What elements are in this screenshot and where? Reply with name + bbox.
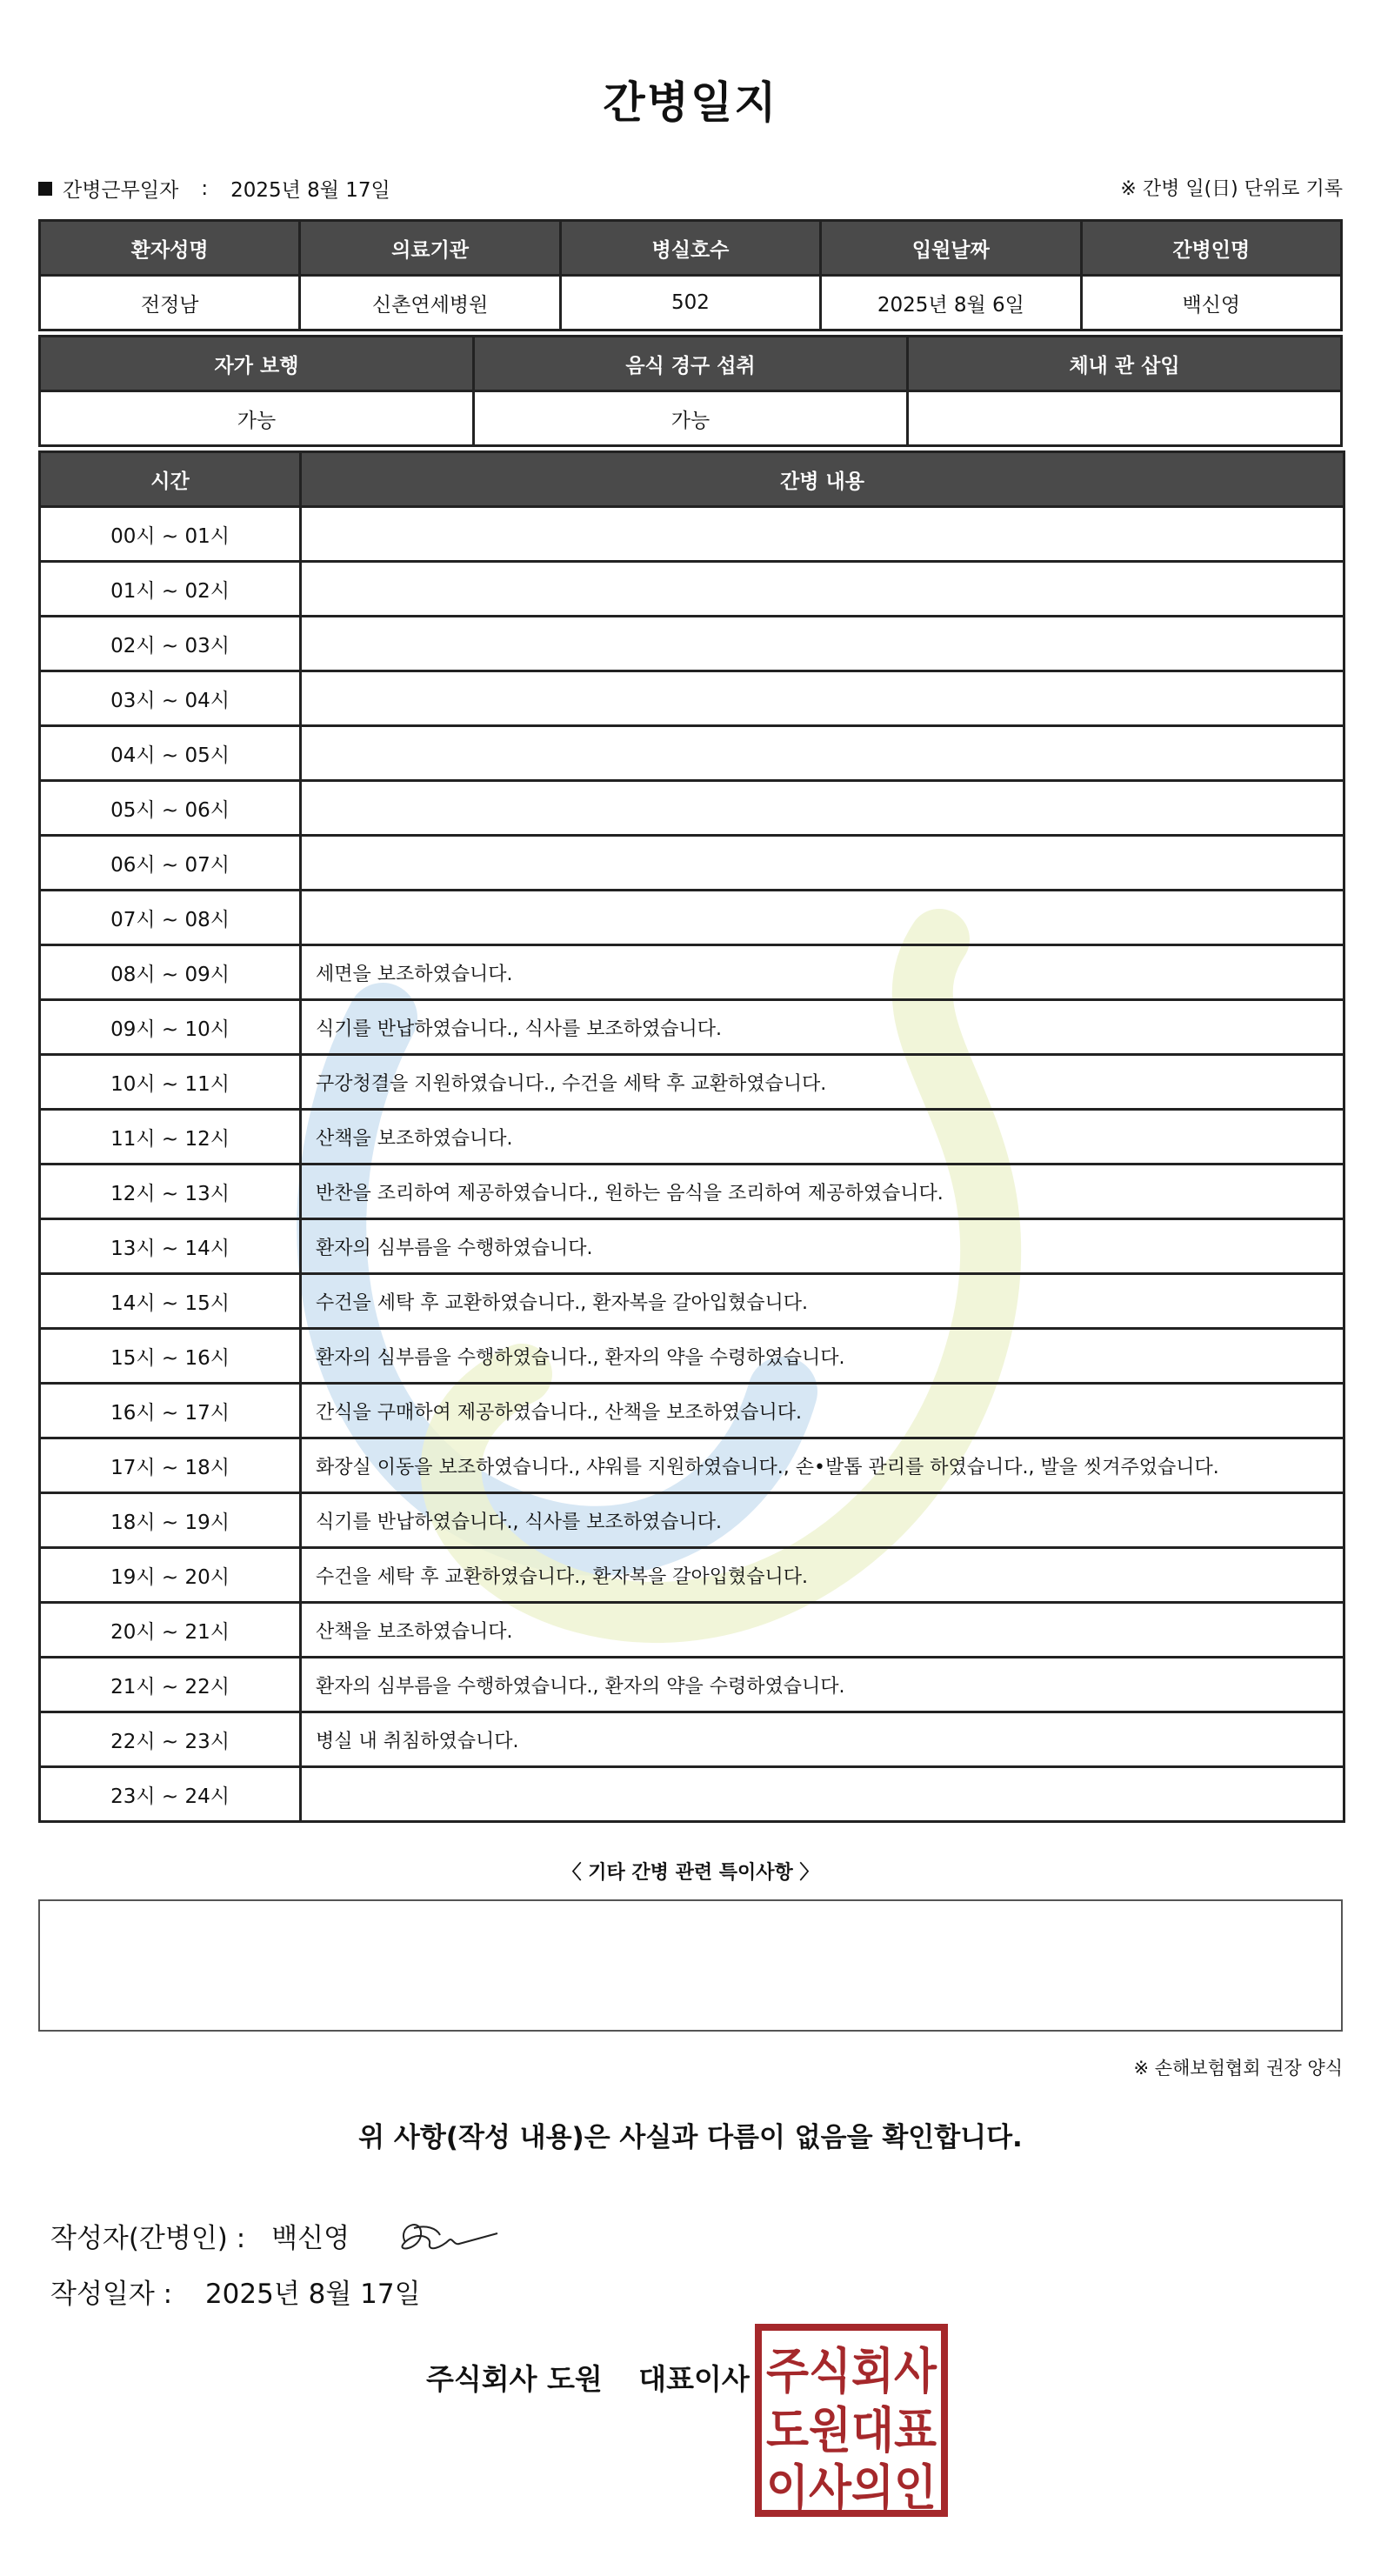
log-content	[301, 891, 1344, 945]
log-time: 05시 ~ 06시	[40, 781, 301, 836]
room-number: 502	[560, 276, 820, 330]
log-content: 간식을 구매하여 제공하였습니다., 산책을 보조하였습니다.	[301, 1384, 1344, 1438]
log-row	[40, 1603, 1344, 1658]
time-header: 시간	[40, 452, 301, 507]
log-row	[40, 891, 1344, 945]
log-time: 15시 ~ 16시	[40, 1329, 301, 1384]
signature	[388, 2209, 501, 2261]
log-content: 식기를 반납하였습니다., 식사를 보조하였습니다.	[301, 1493, 1344, 1548]
log-row	[40, 1493, 1344, 1548]
patient-info-table	[38, 219, 1343, 331]
log-content: 구강청결을 지원하였습니다., 수건을 세탁 후 교환하였습니다.	[301, 1055, 1344, 1110]
svg-text:이사의인: 이사의인	[766, 2460, 937, 2517]
log-content	[301, 726, 1344, 781]
log-time: 19시 ~ 20시	[40, 1548, 301, 1603]
status-header: 자가 보행	[40, 337, 474, 391]
admission-date: 2025년 8월 6일	[821, 276, 1081, 330]
log-row	[40, 1219, 1344, 1274]
notes-box	[38, 1899, 1343, 2032]
confirmation-statement: 위 사항(작성 내용)은 사실과 다름이 없음을 확인합니다.	[358, 2122, 1023, 2153]
log-row	[40, 1658, 1344, 1712]
log-content	[301, 671, 1344, 726]
notes-title: 〈 기타 간병 관련 특이사항 〉	[562, 1862, 819, 1884]
company-role: 대표이사	[638, 2362, 750, 2396]
info-value-row	[40, 276, 1342, 330]
log-content: 산책을 보조하였습니다.	[301, 1603, 1344, 1658]
log-row	[40, 726, 1344, 781]
status-header-row	[40, 337, 1342, 391]
log-row	[40, 1438, 1344, 1493]
log-row	[40, 836, 1344, 891]
company-line	[426, 2357, 750, 2398]
info-header: 병실호수	[560, 221, 820, 276]
content-header: 간병 내용	[301, 452, 1344, 507]
log-time: 06시 ~ 07시	[40, 836, 301, 891]
log-time: 07시 ~ 08시	[40, 891, 301, 945]
log-time: 09시 ~ 10시	[40, 1000, 301, 1055]
status-value-row	[40, 391, 1342, 446]
work-date	[38, 174, 390, 203]
log-time: 23시 ~ 24시	[40, 1767, 301, 1822]
oral-intake-status: 가능	[474, 391, 908, 446]
log-content: 환자의 심부름을 수행하였습니다.	[301, 1219, 1344, 1274]
log-row	[40, 1712, 1344, 1767]
company-name: 주식회사 도원	[426, 2362, 603, 2396]
log-row	[40, 781, 1344, 836]
log-content: 환자의 심부름을 수행하였습니다., 환자의 약을 수령하였습니다.	[301, 1658, 1344, 1712]
caregiver-name: 백신영	[1081, 276, 1341, 330]
log-time: 04시 ~ 05시	[40, 726, 301, 781]
unit-note: ※ 간병 일(日) 단위로 기록	[1120, 178, 1343, 200]
log-time: 13시 ~ 14시	[40, 1219, 301, 1274]
write-date-label: 작성일자 :	[50, 2279, 173, 2310]
status-header: 체내 관 삽입	[908, 337, 1342, 391]
log-row	[40, 945, 1344, 1000]
log-content: 환자의 심부름을 수행하였습니다., 환자의 약을 수령하였습니다.	[301, 1329, 1344, 1384]
log-time: 01시 ~ 02시	[40, 562, 301, 617]
log-row	[40, 1274, 1344, 1329]
info-header: 입원날짜	[821, 221, 1081, 276]
info-header-row	[40, 221, 1342, 276]
log-header-row	[40, 452, 1344, 507]
log-time: 22시 ~ 23시	[40, 1712, 301, 1767]
log-row	[40, 507, 1344, 562]
info-header: 환자성명	[40, 221, 300, 276]
log-content: 수건을 세탁 후 교환하였습니다., 환자복을 갈아입혔습니다.	[301, 1548, 1344, 1603]
log-row	[40, 1384, 1344, 1438]
writer-label: 작성자(간병인) :	[50, 2222, 246, 2254]
log-row	[40, 1110, 1344, 1165]
log-content: 화장실 이동을 보조하였습니다., 샤워를 지원하였습니다., 손•발톱 관리를 하였습니다., 발을 씻겨주었습니다.	[301, 1438, 1344, 1493]
log-row	[40, 671, 1344, 726]
page-title: 간병일지	[603, 77, 778, 128]
work-date-value: 2025년 8월 17일	[230, 179, 390, 202]
tube-status	[908, 391, 1342, 446]
log-time: 20시 ~ 21시	[40, 1603, 301, 1658]
colon: :	[201, 177, 209, 200]
log-time: 03시 ~ 04시	[40, 671, 301, 726]
log-content: 산책을 보조하였습니다.	[301, 1110, 1344, 1165]
svg-text:도원대표: 도원대표	[766, 2403, 937, 2459]
log-row	[40, 1000, 1344, 1055]
form-footnote: ※ 손해보험협회 권장 양식	[1133, 2058, 1343, 2079]
write-date-line	[50, 2272, 421, 2311]
log-content: 병실 내 취침하였습니다.	[301, 1712, 1344, 1767]
log-time: 14시 ~ 15시	[40, 1274, 301, 1329]
log-content	[301, 562, 1344, 617]
log-row	[40, 1165, 1344, 1219]
writer-name: 백신영	[271, 2222, 350, 2254]
company-seal-stamp	[753, 2322, 950, 2519]
patient-name: 전정남	[40, 276, 300, 330]
log-content	[301, 781, 1344, 836]
log-content: 식기를 반납하였습니다., 식사를 보조하였습니다.	[301, 1000, 1344, 1055]
svg-text:주식회사: 주식회사	[766, 2344, 937, 2400]
hospital-name: 신촌연세병원	[300, 276, 560, 330]
log-content: 수건을 세탁 후 교환하였습니다., 환자복을 갈아입혔습니다.	[301, 1274, 1344, 1329]
info-header: 간병인명	[1081, 221, 1341, 276]
log-time: 08시 ~ 09시	[40, 945, 301, 1000]
log-time: 11시 ~ 12시	[40, 1110, 301, 1165]
write-date-value: 2025년 8월 17일	[204, 2279, 421, 2310]
log-row	[40, 1767, 1344, 1822]
work-date-label: 간병근무일자	[63, 179, 179, 202]
log-time: 12시 ~ 13시	[40, 1165, 301, 1219]
log-time: 00시 ~ 01시	[40, 507, 301, 562]
log-row	[40, 562, 1344, 617]
log-content	[301, 617, 1344, 671]
log-time: 02시 ~ 03시	[40, 617, 301, 671]
care-log-table	[38, 450, 1345, 1823]
status-header: 음식 경구 섭취	[474, 337, 908, 391]
patient-status-table	[38, 335, 1343, 447]
log-content	[301, 1767, 1344, 1822]
log-row	[40, 617, 1344, 671]
bullet-square-icon	[38, 182, 52, 196]
walking-status: 가능	[40, 391, 474, 446]
log-content: 반찬을 조리하여 제공하였습니다., 원하는 음식을 조리하여 제공하였습니다.	[301, 1165, 1344, 1219]
log-time: 16시 ~ 17시	[40, 1384, 301, 1438]
writer-line	[50, 2209, 501, 2261]
log-content	[301, 507, 1344, 562]
log-content: 세면을 보조하였습니다.	[301, 945, 1344, 1000]
info-header: 의료기관	[300, 221, 560, 276]
log-row	[40, 1055, 1344, 1110]
log-row	[40, 1548, 1344, 1603]
log-time: 21시 ~ 22시	[40, 1658, 301, 1712]
log-time: 10시 ~ 11시	[40, 1055, 301, 1110]
log-row	[40, 1329, 1344, 1384]
log-content	[301, 836, 1344, 891]
meta-row	[38, 174, 1343, 205]
log-time: 17시 ~ 18시	[40, 1438, 301, 1493]
log-time: 18시 ~ 19시	[40, 1493, 301, 1548]
